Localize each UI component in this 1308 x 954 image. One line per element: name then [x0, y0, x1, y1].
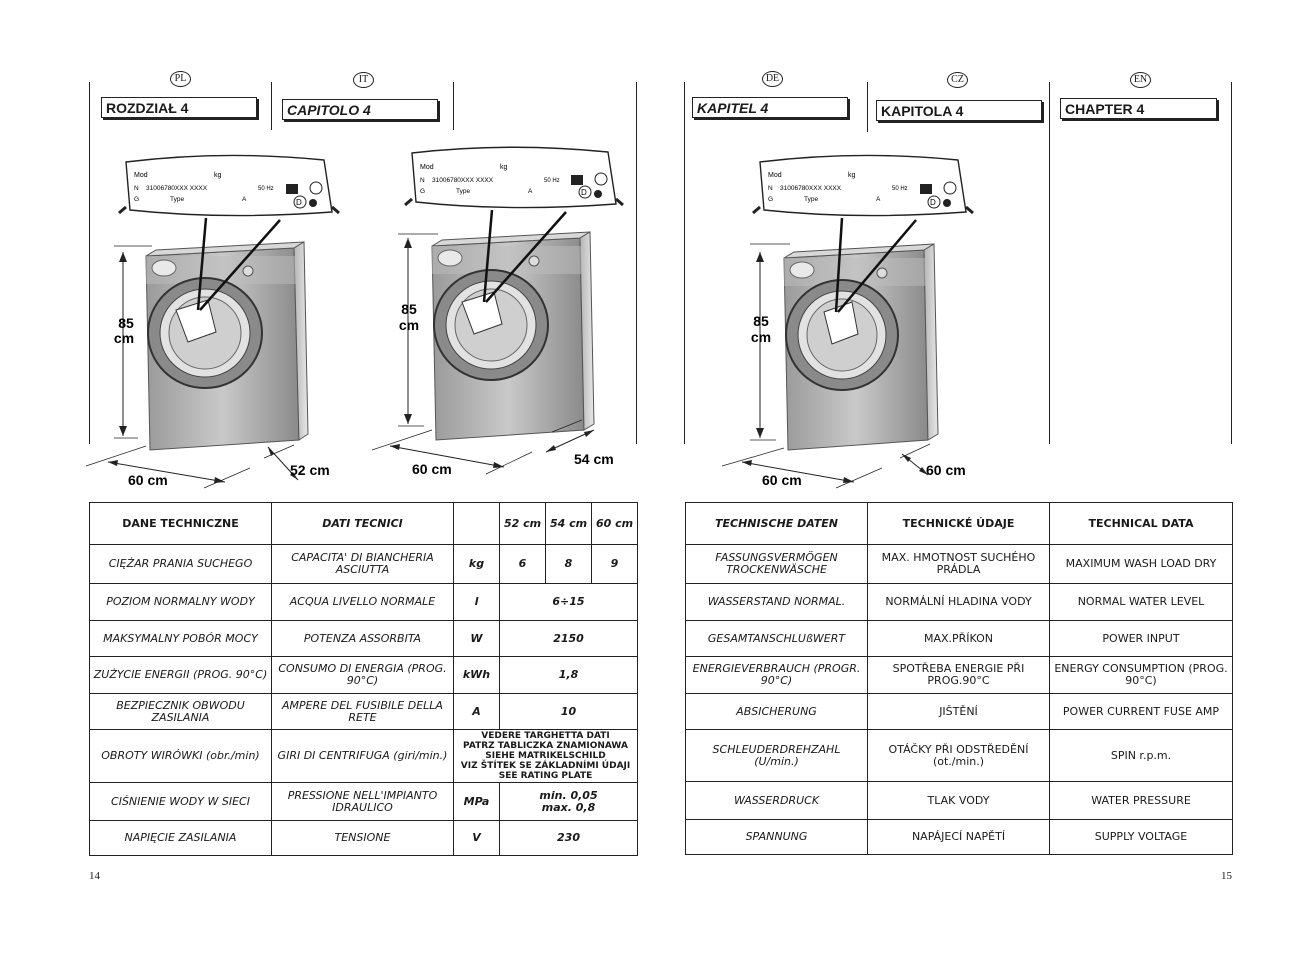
width-dimension: 60 cm [412, 461, 452, 477]
page-number-left: 14 [89, 870, 100, 882]
row-value: 10 [500, 694, 638, 730]
plate-g-label: G [768, 196, 774, 203]
plate-serial: 31006780XXX XXXX [780, 185, 842, 192]
row-label-pl: NAPIĘCIE ZASILANIA [90, 821, 272, 856]
table-row [90, 821, 638, 856]
row-label-pl: MAKSYMALNY POBÓR MOCY [90, 621, 272, 657]
row-value: 6÷15 [500, 584, 638, 621]
row-label-cz: MAX. HMOTNOST SUCHÉHO PRÁDLA [868, 545, 1050, 584]
language-badge-cz: CZ [947, 72, 968, 88]
plate-type-label: Type [456, 188, 471, 195]
row-label-de: FASSUNGSVERMÖGEN TROCKENWÄSCHE [686, 545, 868, 584]
height-unit: cm [113, 330, 135, 346]
plate-dot-icon [594, 190, 602, 198]
height-unit: cm [750, 329, 772, 345]
plate-mod-label: Mod [134, 172, 148, 179]
column-divider [684, 82, 685, 444]
row-label-cz: NORMÁLNÍ HLADINA VODY [868, 584, 1050, 621]
plate-mod-label: Mod [768, 172, 782, 179]
row-label-cz: NAPÁJECÍ NAPĚTÍ [868, 820, 1050, 855]
table-row [90, 783, 638, 821]
row-label-pl: BEZPIECZNIK OBWODU ZASILANIA [90, 694, 272, 730]
row-label-de: WASSERSTAND NORMAL. [686, 584, 868, 621]
table-row [686, 657, 1233, 694]
header-52: 52 cm [500, 503, 546, 545]
row-value: 230 [500, 821, 638, 856]
plate-freq: 50 Hz [544, 178, 560, 184]
table-row [686, 545, 1233, 584]
column-divider [1049, 82, 1050, 444]
row-label-cz: JIŠTĚNÍ [868, 694, 1050, 730]
row-label-cz: OTÁČKY PŘI ODSTŘEDĚNÍ (ot./min.) [868, 730, 1050, 782]
page-number-right: 15 [1221, 870, 1232, 882]
header-unit [454, 503, 500, 545]
plate-n-label: N [134, 185, 139, 192]
column-divider [1231, 82, 1232, 444]
plate-d-mark: D [930, 198, 936, 207]
row-value: 8 [546, 545, 592, 584]
table-row [686, 730, 1233, 782]
height-dimension: 85 [401, 301, 417, 317]
row-label-de: WASSERDRUCK [686, 782, 868, 820]
row-label-it: POTENZA ASSORBITA [272, 621, 454, 657]
row-label-pl: OBROTY WIRÓWKI (obr./min) [90, 730, 272, 783]
language-badge-de: DE [762, 71, 783, 87]
header-it: DATI TECNICI [272, 503, 454, 545]
table-row [90, 621, 638, 657]
table-row [90, 694, 638, 730]
header-54: 54 cm [546, 503, 592, 545]
plate-d-mark: D [296, 198, 302, 207]
row-label-de: SPANNUNG [686, 820, 868, 855]
note-line: PATRZ TABLICZKA ZNAMIONAWA [463, 741, 628, 751]
width-dimension: 60 cm [128, 472, 168, 488]
plate-serial: 31006780XXX XXXX [146, 185, 208, 192]
row-unit: l [454, 584, 500, 621]
language-badge-pl: PL [170, 71, 191, 87]
row-label-it: TENSIONE [272, 821, 454, 856]
header-60: 60 cm [592, 503, 638, 545]
note-line: SIEHE MATRIKELSCHILD [485, 751, 606, 761]
table-row [90, 730, 638, 783]
row-label-de: ENERGIEVERBRAUCH (PROGR. 90°C) [686, 657, 868, 694]
row-label-en: ENERGY CONSUMPTION (PROG. 90°C) [1050, 657, 1233, 694]
header-de: TECHNISCHE DATEN [686, 503, 868, 545]
row-label-it: GIRI DI CENTRIFUGA (giri/min.) [272, 730, 454, 783]
header-en: TECHNICAL DATA [1050, 503, 1233, 545]
table-row [90, 584, 638, 621]
row-label-cz: SPOTŘEBA ENERGIE PŘI PROG.90°C [868, 657, 1050, 694]
technical-data-table-right [685, 502, 1233, 855]
washing-machine-figure-52 [84, 150, 344, 490]
row-value: 1,8 [500, 657, 638, 694]
chapter-title-pl: ROZDZIAŁ 4 [101, 97, 257, 118]
row-label-it: PRESSIONE NELL'IMPIANTO IDRAULICO [272, 783, 454, 821]
column-divider [867, 82, 868, 132]
value-line: min. 0,05 [539, 788, 598, 802]
width-dimension: 60 cm [762, 472, 802, 488]
note-line: VEDERE TARGHETTA DATI [481, 731, 610, 741]
rating-plate [405, 147, 623, 207]
row-label-en: POWER CURRENT FUSE AMP [1050, 694, 1233, 730]
plate-symbol-icon [286, 184, 298, 194]
row-label-pl: CIĘŻAR PRANIA SUCHEGO [90, 545, 272, 584]
table-header-row [686, 503, 1233, 545]
column-divider [453, 82, 454, 130]
table-row [686, 694, 1233, 730]
table-row [686, 782, 1233, 820]
row-label-de: ABSICHERUNG [686, 694, 868, 730]
row-value [500, 783, 638, 821]
plate-serial: 31006780XXX XXXX [432, 177, 494, 184]
plate-kg-label: kg [500, 164, 508, 171]
washing-machine-figure-60 [718, 150, 988, 490]
height-dimension: 85 [753, 313, 769, 329]
height-unit: cm [398, 317, 420, 333]
depth-dimension: 52 cm [290, 462, 330, 478]
header-cz: TECHNICKÉ ÚDAJE [868, 503, 1050, 545]
row-unit: kWh [454, 657, 500, 694]
plate-amp-label: A [528, 188, 533, 195]
table-row [686, 820, 1233, 855]
row-label-en: WATER PRESSURE [1050, 782, 1233, 820]
row-value: 6 [500, 545, 546, 584]
chapter-title-en: CHAPTER 4 [1060, 98, 1217, 119]
technical-data-table-left [89, 502, 638, 856]
plate-g-label: G [420, 188, 426, 195]
note-line: SEE RATING PLATE [498, 771, 593, 781]
chapter-title-cz: KAPITOLA 4 [876, 100, 1042, 121]
table-row [90, 657, 638, 694]
row-label-pl: POZIOM NORMALNY WODY [90, 584, 272, 621]
row-label-en: SUPPLY VOLTAGE [1050, 820, 1233, 855]
row-label-it: AMPERE DEL FUSIBILE DELLA RETE [272, 694, 454, 730]
plate-kg-label: kg [848, 172, 856, 179]
washing-machine-figure-54 [368, 140, 638, 480]
column-divider [271, 82, 272, 130]
row-label-en: POWER INPUT [1050, 621, 1233, 657]
row-label-pl: ZUŻYCIE ENERGII (PROG. 90°C) [90, 657, 272, 694]
row-label-pl: CIŚNIENIE WODY W SIECI [90, 783, 272, 821]
plate-freq: 50 Hz [258, 186, 274, 192]
row-label-de: SCHLEUDERDREHZAHL (U/min.) [686, 730, 868, 782]
row-label-cz: MAX.PŘÍKON [868, 621, 1050, 657]
plate-dot-icon [309, 199, 317, 207]
depth-dimension: 54 cm [574, 451, 614, 467]
plate-g-label: G [134, 196, 140, 203]
rating-plate [119, 155, 339, 215]
plate-symbol-icon [571, 175, 583, 185]
table-row [686, 584, 1233, 621]
row-label-en: NORMAL WATER LEVEL [1050, 584, 1233, 621]
plate-symbol-icon [920, 184, 932, 194]
row-unit: V [454, 821, 500, 856]
plate-mod-label: Mod [420, 164, 434, 171]
note-line: VIZ ŠTÍTEK SE ZÁKLADNÍMI ÚDAJI [460, 761, 631, 771]
plate-n-label: N [420, 177, 425, 184]
plate-type-label: Type [170, 196, 185, 203]
row-label-en: MAXIMUM WASH LOAD DRY [1050, 545, 1233, 584]
row-label-cz: TLAK VODY [868, 782, 1050, 820]
row-unit: W [454, 621, 500, 657]
row-label-en: SPIN r.p.m. [1050, 730, 1233, 782]
table-row [686, 621, 1233, 657]
plate-amp-label: A [242, 196, 247, 203]
table-header-row [90, 503, 638, 545]
chapter-title-de: KAPITEL 4 [692, 97, 848, 118]
row-label-it: CONSUMO DI ENERGIA (PROG. 90°C) [272, 657, 454, 694]
plate-d-mark: D [581, 188, 587, 197]
plate-kg-label: kg [214, 172, 222, 179]
row-unit: MPa [454, 783, 500, 821]
plate-dot-icon [943, 199, 951, 207]
plate-type-label: Type [804, 196, 819, 203]
rating-plate-note [454, 730, 638, 783]
row-label-it: ACQUA LIVELLO NORMALE [272, 584, 454, 621]
depth-dimension: 60 cm [926, 462, 966, 478]
rating-plate [753, 155, 973, 215]
row-value: 2150 [500, 621, 638, 657]
row-unit: A [454, 694, 500, 730]
row-label-it: CAPACITA' DI BIANCHERIA ASCIUTTA [272, 545, 454, 584]
row-value: 9 [592, 545, 638, 584]
plate-amp-label: A [876, 196, 881, 203]
row-unit: kg [454, 545, 500, 584]
language-badge-en: EN [1130, 72, 1151, 88]
plate-freq: 50 Hz [892, 186, 908, 192]
row-label-de: GESAMTANSCHLUßWERT [686, 621, 868, 657]
height-dimension: 85 [118, 315, 134, 331]
header-pl: DANE TECHNICZNE [90, 503, 272, 545]
chapter-title-it: CAPITOLO 4 [282, 99, 438, 120]
language-badge-it: IT [353, 72, 374, 88]
table-row [90, 545, 638, 584]
plate-n-label: N [768, 185, 773, 192]
value-line: max. 0,8 [541, 800, 596, 814]
